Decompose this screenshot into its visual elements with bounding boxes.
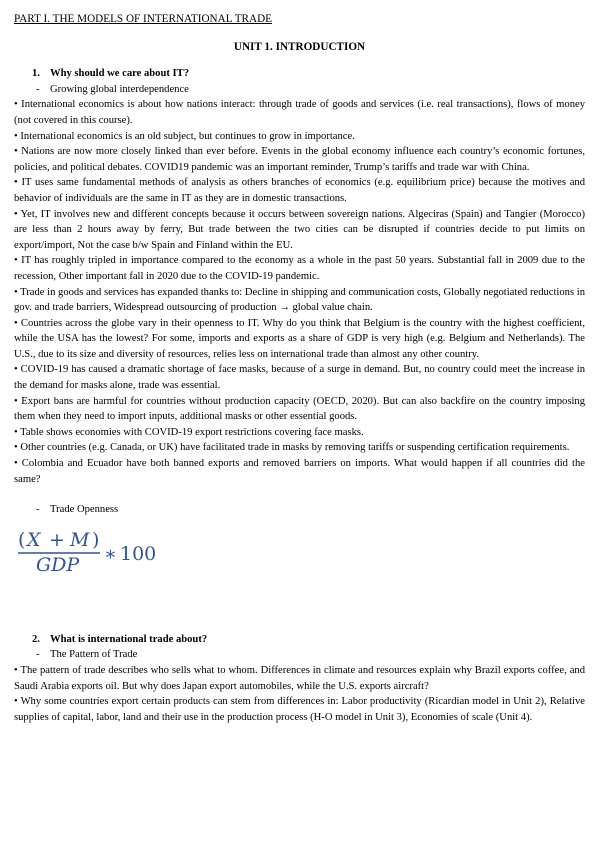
formula-close-paren: ) (92, 528, 100, 551)
trade-openness-formula (14, 518, 585, 582)
section-2-heading (14, 632, 585, 648)
formula-plus: + (49, 528, 65, 551)
section-2-subheading-text: The Pattern of Trade (50, 649, 138, 661)
unit-title: UNIT 1. INTRODUCTION (233, 40, 366, 53)
part-title: PART I. THE MODELS OF INTERNATIONAL TRADE (14, 13, 272, 25)
formula-open-paren: ( (18, 528, 26, 551)
section-1-subheading: - Growing global interdependence (36, 83, 189, 95)
paragraph: • Countries across the globe vary in their openness to IT. Why do you think that Belgium is the country with the highest coefficient, while the USA has the lowest? For some, imports and exports as a share of GDP is very high (e.g. Belgium and Netherlands). The U.S., due to its size and diversity of resources, relies less on international trade than almost any other country. (14, 317, 585, 360)
section-2-number: 2. (32, 633, 40, 645)
section-2-subheading: - The Pattern of Trade (36, 649, 138, 661)
formula-factor: 100 (120, 542, 157, 565)
document-page (14, 12, 585, 725)
paragraph: • Export bans are harmful for countries without production capacity (OECD, 2020). But can also backfire on the country imposing them when they need to import inputs, additional masks or other essential goods. (14, 395, 585, 423)
formula-times: ∗ (104, 542, 117, 565)
paragraph: • Nations are now more closely linked than ever before. Events in the global economy influence each country’s economic fortunes, policies, and political debates. COVID19 pandemic was an important reminder, Trump’s tariffs and trade war with China. (14, 146, 585, 173)
paragraph: • Yet, IT involves new and different concepts because it occurs between sovereign nations. Algeciras (Spain) and Tangier (Morocco) are less than 2 hours away by ferry, But trade between the two cities can be disrupted if countries decide to put limits on export/import, Not the case b/w Spain and Finland within the EU. (14, 208, 585, 251)
paragraph: • IT uses same fundamental methods of analysis as others branches of economics (e.g. equilibrium price) because the motives and behavior of individuals are the same in IT as they are in domestic transactions. (14, 177, 585, 204)
formula-denominator: GDP (36, 553, 80, 576)
paragraph: • Why some countries export certain products can stem from differences in: Labor productivity (Ricardian model in Unit 2), Relative supplies of capital, labor, land and their use in the production process (H-O model in Unit 3), Economies of scale (Unit 4). (14, 696, 585, 723)
paragraph: • Table shows economies with COVID-19 export restrictions covering face masks. (14, 426, 364, 438)
trade-openness-subheading: - Trade Openness (36, 504, 119, 516)
paragraph: • COVID-19 has caused a dramatic shortage of face masks, because of a surge in demand. But, no country could meet the increase in the demand for masks alone, trade was essential. (14, 364, 585, 392)
paragraph: • Trade in goods and services has expanded thanks to: Decline in shipping and communication costs, Globally negotiated reductions in gov. and trade barriers, Widespread outsourcing of production → global value chain. (14, 286, 585, 314)
section-1-heading (14, 66, 585, 82)
trade-openness-label: Trade Openness (50, 504, 119, 516)
section-1-number: 1. (32, 68, 40, 80)
paragraph: • The pattern of trade describes who sells what to whom. Differences in climate and resources explain why Brazil exports coffee, and Saudi Arabia exports oil. But why does Japan export automobiles, while the U.S. exports aircraft? (14, 665, 585, 692)
formula-svg (14, 518, 174, 582)
section-2-title: What is international trade about? (50, 633, 208, 645)
paragraph: • IT has roughly tripled in importance compared to the economy as a whole in the past 50 years. Substantial fall in 2009 due to the recession, Other important fall in 2020 due to the COVID-19 pandemic. (14, 255, 585, 282)
paragraph: • International economics is about how nations interact: through trade of goods and services (i.e. real transactions), flows of money (not covered in this course). (14, 99, 585, 126)
formula-x: X (27, 528, 41, 551)
paragraph: • Other countries (e.g. Canada, or UK) have facilitated trade in masks by removing tariffs or suspending certification requirements. (14, 442, 570, 454)
section-1-subheading-text: Growing global interdependence (50, 83, 189, 95)
section-1-title: Why should we care about IT? (50, 68, 190, 80)
paragraph: • International economics is an old subject, but continues to grow in importance. (14, 130, 355, 142)
paragraph: • Colombia and Ecuador have both banned exports and removed barriers on imports. What would happen if all countries did the same? (14, 458, 585, 485)
formula-m: M (70, 528, 90, 551)
